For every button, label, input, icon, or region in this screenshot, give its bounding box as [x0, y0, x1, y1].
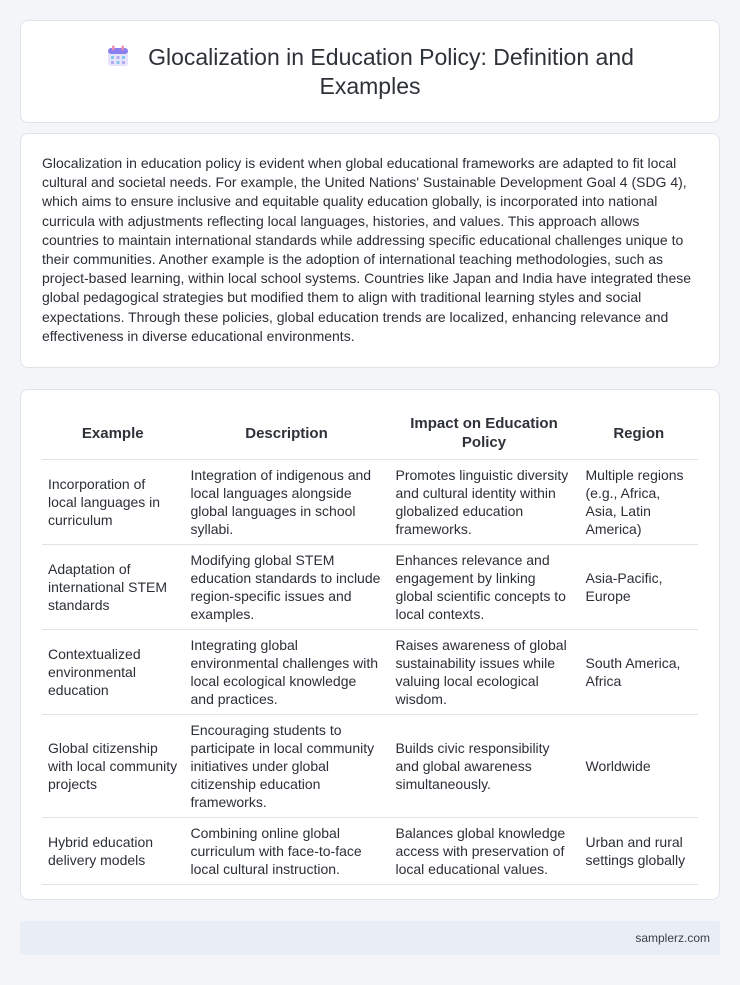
cell-impact: Builds civic responsibility and global awareness simultaneously. [389, 715, 579, 818]
page-title [81, 43, 659, 101]
cell-example: Global citizenship with local community projects [42, 715, 184, 818]
cell-impact: Balances global knowledge access with preservation of local educational values. [389, 818, 579, 885]
table-card [20, 389, 720, 900]
table-row [42, 630, 698, 715]
cell-example: Contextualized environmental education [42, 630, 184, 715]
column-header-impact: Impact on Education Policy [389, 410, 579, 460]
table-row [42, 460, 698, 545]
page-title-text: Glocalization in Education Policy: Definition and Examples [148, 43, 634, 99]
cell-impact: Enhances relevance and engagement by linking global scientific concepts to local contexts. [389, 545, 579, 630]
column-header-description: Description [184, 410, 389, 460]
intro-card [20, 133, 720, 368]
cell-example: Hybrid education delivery models [42, 818, 184, 885]
cell-region: Urban and rural settings globally [579, 818, 698, 885]
cell-region: Multiple regions (e.g., Africa, Asia, Latin America) [579, 460, 698, 545]
cell-impact: Raises awareness of global sustainability issues while valuing local ecological wisdom. [389, 630, 579, 715]
cell-description: Integration of indigenous and local languages alongside global languages in school syllabi. [184, 460, 389, 545]
table-row [42, 818, 698, 885]
table-row [42, 545, 698, 630]
calendar-icon [106, 44, 130, 68]
intro-paragraph: Glocalization in education policy is evident when global educational frameworks are adapted to fit local cultural and societal needs. For example, the United Nations' Sustainable Development Goal 4 (SDG 4), which aims to ensure inclusive and equitable quality education globally, is incorporated into national curricula with adjustments reflecting local languages, histories, and values. This approach allows countries to maintain international standards while addressing specific educational challenges unique to their communities. Another example is the adoption of international teaching methodologies, such as project-based learning, within local school systems. Countries like Japan and India have integrated these global pedagogical strategies but modified them to align with traditional learning styles and social expectations. Through these policies, global education trends are localized, enhancing relevance and effectiveness in diverse educational environments. [42, 155, 692, 344]
column-header-example: Example [42, 410, 184, 460]
footer-site-link[interactable]: samplerz.com [635, 931, 710, 945]
examples-table [42, 410, 698, 885]
footer [20, 921, 720, 955]
cell-description: Modifying global STEM education standards to include region-specific issues and examples. [184, 545, 389, 630]
title-card [20, 20, 720, 123]
cell-impact: Promotes linguistic diversity and cultural identity within globalized education frameworks. [389, 460, 579, 545]
cell-description: Encouraging students to participate in local community initiatives under global citizenship education frameworks. [184, 715, 389, 818]
cell-region: South America, Africa [579, 630, 698, 715]
cell-region: Worldwide [579, 715, 698, 818]
cell-description: Combining online global curriculum with face-to-face local cultural instruction. [184, 818, 389, 885]
cell-description: Integrating global environmental challenges with local ecological knowledge and practices. [184, 630, 389, 715]
table-row [42, 715, 698, 818]
table-header-row [42, 410, 698, 460]
cell-region: Asia-Pacific, Europe [579, 545, 698, 630]
cell-example: Adaptation of international STEM standards [42, 545, 184, 630]
column-header-region: Region [579, 410, 698, 460]
cell-example: Incorporation of local languages in curriculum [42, 460, 184, 545]
